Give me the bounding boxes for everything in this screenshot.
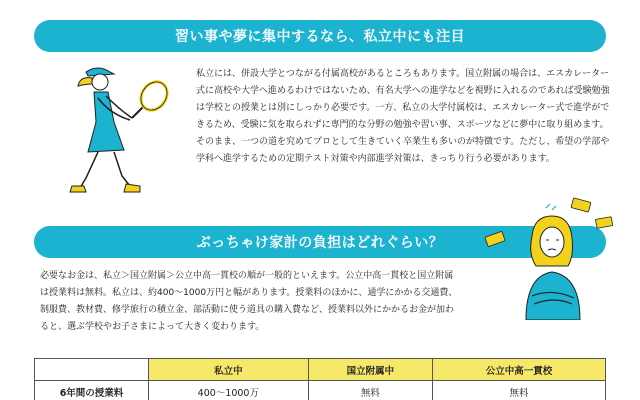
section-heading-text: 習い事や夢に集中するなら、私立中にも注目: [175, 29, 465, 45]
section-heading-banner: [34, 20, 606, 52]
table-cell: 無料: [432, 381, 605, 400]
cost-comparison-table: [34, 358, 606, 400]
section-heading-text: ぶっちゃけ家計の負担はどれぐらい？: [196, 235, 444, 251]
table-header-cell: [35, 359, 149, 381]
table-header-cell: 私立中: [149, 359, 309, 381]
table-row: [35, 381, 606, 400]
table-header-cell: 公立中高一貫校: [432, 359, 605, 381]
tennis-player-illustration: [58, 62, 176, 200]
table-header-cell: 国立附属中: [308, 359, 432, 381]
table-cell: 400～1000万: [149, 381, 309, 400]
table-row-label: 6年間の授業料: [35, 381, 149, 400]
table-cell: 無料: [308, 381, 432, 400]
section-paragraph: 私立には、併設大学とつながる付属高校があるところもあります。国立附属の場合は、エスカレーター式に高校や大学へ進めるわけではないため、有名大学への進学などを視野に入れるのであれば受験勉強は学校との授業とは別にしっかり必要です。一方、私立の大学付属校は、エスカレーター式で進学ができるため、受験に気を取られずに専門的な分野の勉強や習い事、スポーツなどに夢中に取り組めます。そのまま、一つの道を究めてプロとして生きていく卒業生も多いのが特徴です。ただし、希望の学部や学科へ進学するための定期テスト対策や内部進学対策は、きっちり行う必要があります。: [196, 69, 610, 164]
table-header-row: [35, 359, 606, 381]
section-paragraph: 必要なお金は、私立＞国立附属＞公立中高一貫校の順が一般的といえます。公立中高一貫校と国立附属は授業料は無料。私立は、約400～1000万円と幅があります。授業料のほかに、通学にかかる交通費、制服費、教材費、修学旅行の積立金、部活動に使う道具の購入費など、授業料以外にかかるお金が加わると、選ぶ学校やお子さまによって大きく変わります。: [40, 271, 458, 332]
worried-woman-illustration: [476, 196, 626, 320]
